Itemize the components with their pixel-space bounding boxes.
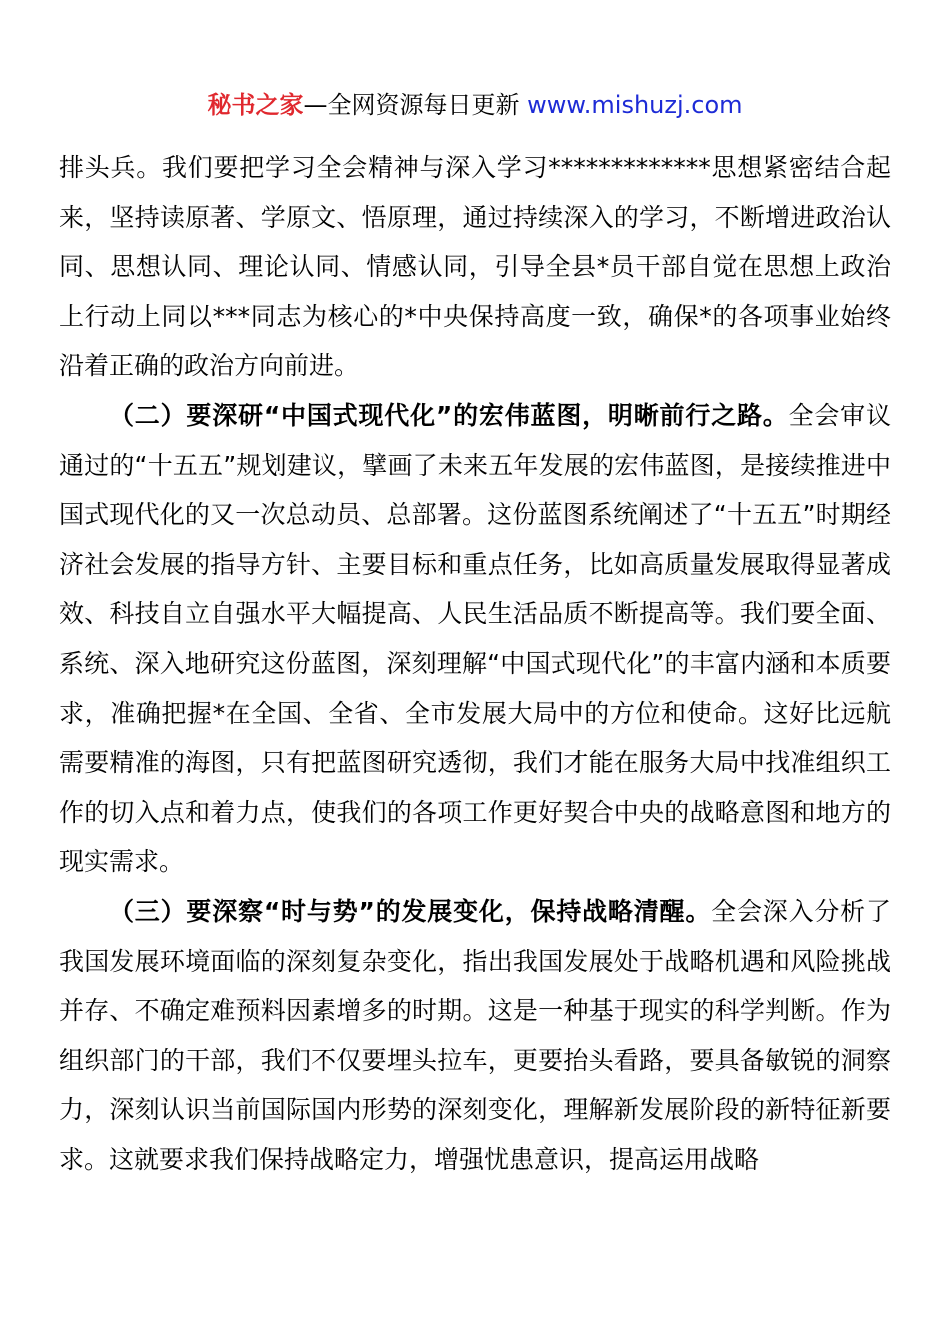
paragraph-3-text: 全会深入分析了我国发展环境面临的深刻复杂变化，指出我国发展处于战略机遇和风险挑战并存、不确定难预料因素增多的时期。这是一种基于现实的科学判断。作为组织部门的干部，我们不仅要埋头拉车，更要抬头看路，要具备敏锐的洞察力，深刻认识当前国际国内形势的深刻变化，理解新发展阶段的新特征新要求。这就要求我们保持战略定力，增强忧患意识，提高运用战略	[59, 896, 891, 1174]
document-body	[59, 143, 891, 1184]
section-3-heading: （三）要深察“时与势”的发展变化，保持战略清醒。	[109, 896, 712, 926]
section-2-heading: （二）要深研“中国式现代化”的宏伟蓝图，明晰前行之路。	[109, 400, 789, 430]
site-header	[0, 88, 950, 122]
paragraph-2-text: 全会审议通过的“十五五”规划建议，擘画了未来五年发展的宏伟蓝图，是接续推进中国式现代化的又一次总动员、总部署。这份蓝图系统阐述了“十五五”时期经济社会发展的指导方针、主要目标和重点任务，比如高质量发展取得显著成效、科技自立自强水平大幅提高、人民生活品质不断提高等。我们要全面、系统、深入地研究这份蓝图，深刻理解“中国式现代化”的丰富内涵和本质要求，准确把握*在全国、全省、全市发展大局中的方位和使命。这好比远航需要精准的海图，只有把蓝图研究透彻，我们才能在服务大局中找准组织工作的切入点和着力点，使我们的各项工作更好契合中央的战略意图和地方的现实需求。	[59, 400, 892, 877]
brand-name: 秘书之家	[207, 91, 304, 119]
paragraph-1	[59, 143, 891, 391]
paragraph-3	[59, 887, 891, 1185]
header-tagline: —全网资源每日更新	[303, 91, 528, 119]
paragraph-1-text: 排头兵。我们要把学习全会精神与深入学习*************思想紧密结合起来，坚持读原著、学原文、悟原理，通过持续深入的学习，不断增进政治认同、思想认同、理论认同、情感认同，引导全县*员干部自觉在思想上政治上行动上同以***同志为核心的*中央保持高度一致，确保*的各项事业始终沿着正确的政治方向前进。	[59, 153, 891, 381]
site-url[interactable]: www.mishuzj.com	[527, 91, 743, 119]
paragraph-2	[59, 391, 891, 887]
